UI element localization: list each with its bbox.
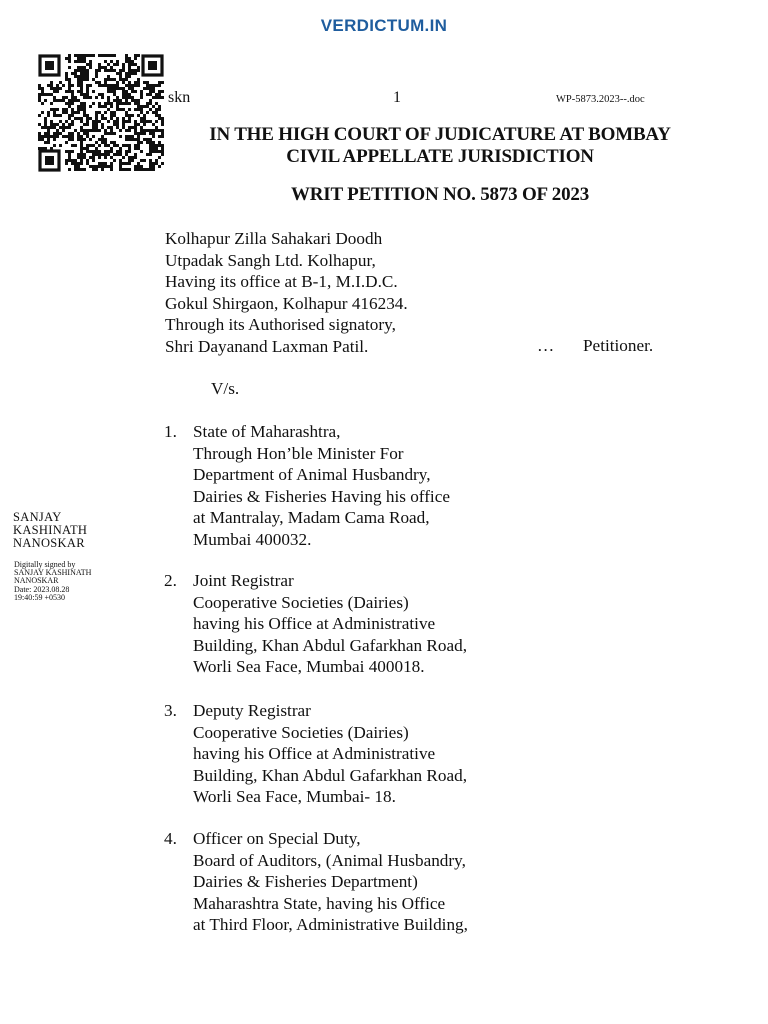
respondent-line: Joint Registrar [193,571,294,590]
respondent-number: 3. [164,701,177,720]
petitioner-line: Through its Authorised signatory, [165,315,396,334]
site-banner[interactable]: VERDICTUM.IN [320,16,448,35]
respondent-line: Worli Sea Face, Mumbai- 18. [193,787,396,806]
signature-detail-line: SANJAY KASHINATH [14,568,92,578]
respondent-line: Building, Khan Abdul Gafarkhan Road, [193,765,468,785]
court-name: IN THE HIGH COURT OF JUDICATURE AT BOMBAY [209,124,671,145]
respondent-line: Dairies & Fisheries Having his office [193,486,450,506]
signatory-name-line: KASHINATH [13,523,88,537]
respondent-line: Cooperative Societies (Dairies) [193,592,409,612]
respondent-line: at Third Floor, Administrative Building, [193,915,468,934]
respondent-line: Mumbai 400032. [193,529,312,549]
signature-detail-line: 19:40:59 +0530 [14,592,65,602]
page-number: 1 [393,89,401,106]
respondent-line: Maharashtra State, having his Office [193,893,446,913]
petition-title: WRIT PETITION NO. 5873 OF 2023 [290,184,590,205]
respondent-line: Officer on Special Duty, [193,829,361,848]
petitioner-line: Shri Dayanand Laxman Patil. [165,336,369,356]
signatory-name-line: NANOSKAR [13,536,85,550]
document-reference: WP-5873.2023--.doc [556,94,645,105]
signatory-name-line: SANJAY [13,510,62,524]
signature-detail-line: NANOSKAR [14,576,59,586]
respondent-4-block [193,828,468,936]
petitioner-line: Having its office at B-1, M.I.D.C. [165,272,398,291]
petitioner-line: Kolhapur Zilla Sahakari Doodh [165,229,383,248]
respondent-number: 2. [164,571,177,590]
header-initials: skn [168,89,191,106]
jurisdiction: CIVIL APPELLATE JURISDICTION [286,146,594,167]
respondent-line: Board of Auditors, (Animal Husbandry, [193,850,466,870]
respondent-line: Deputy Registrar [193,701,311,720]
signature-detail-line: Date: 2023.08.28 [14,584,70,594]
respondent-number: 1. [164,422,177,441]
petitioner-ellipsis: … [537,336,555,355]
petitioner-line: Utpadak Sangh Ltd. Kolhapur, [165,250,376,270]
respondent-line: having his Office at Administrative [193,744,436,763]
versus-label: V/s. [211,379,240,398]
respondent-2-block [193,570,467,678]
respondent-line: Worli Sea Face, Mumbai 400018. [193,657,425,676]
signatory-name [13,511,87,550]
respondent-number: 4. [164,829,177,848]
petitioner-block [165,228,408,357]
petitioner-role: Petitioner. [583,336,654,355]
respondent-line: having his Office at Administrative [193,614,436,633]
signature-details [14,561,91,602]
respondent-line: at Mantralay, Madam Cama Road, [193,508,430,527]
respondent-line: Dairies & Fisheries Department) [193,872,418,891]
respondent-3-block [193,700,467,808]
signature-detail-line: Digitally signed by [14,560,76,569]
respondent-line: State of Maharashtra, [193,422,341,441]
respondent-line: Building, Khan Abdul Gafarkhan Road, [193,635,468,655]
respondent-1-block [193,421,450,550]
respondent-line: Through Hon’ble Minister For [193,443,404,463]
respondent-line: Department of Animal Husbandry, [193,465,431,484]
respondent-line: Cooperative Societies (Dairies) [193,722,409,742]
petitioner-line: Gokul Shirgaon, Kolhapur 416234. [165,293,408,313]
